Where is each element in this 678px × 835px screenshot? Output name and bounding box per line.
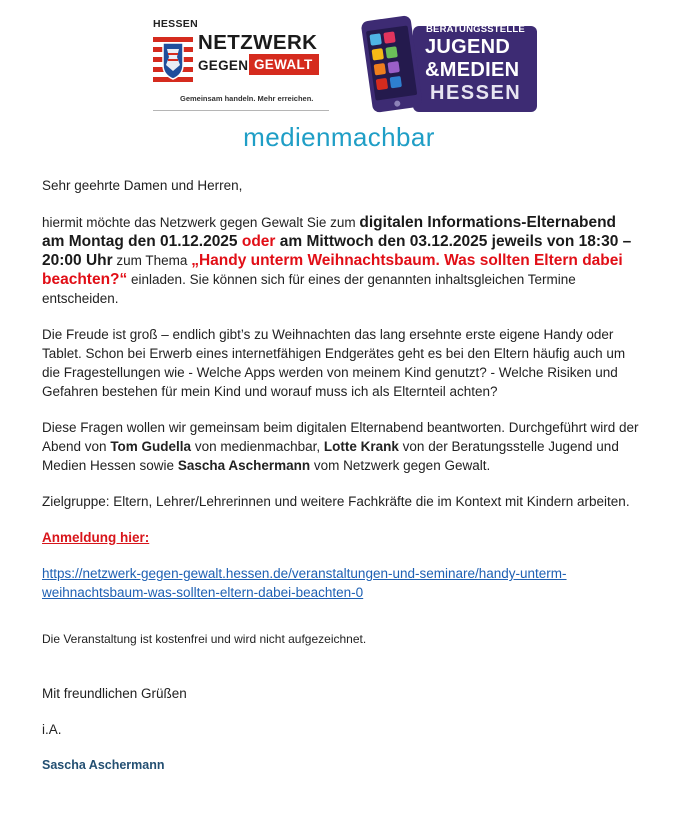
free-note: Die Veranstaltung ist kostenfrei und wird nicht aufgezeichnet. [42, 632, 367, 646]
logo-word-gegen: GEGEN [198, 58, 249, 73]
speaker-3: Sascha Aschermann [177, 458, 311, 473]
event-date-2: am Mittwoch den 03.12.2025 jeweils von 18:30 – 20:00 Uhr [42, 233, 632, 269]
event-date-1: digitalen Informations-Elternabend am Montag den 01.12.2025 [42, 214, 617, 250]
brand-title: medienmachbar [243, 122, 435, 152]
invitation-paragraph [42, 213, 642, 308]
on-behalf-note: i.A. [42, 722, 62, 737]
logo-title: NETZWERK [198, 31, 318, 54]
jm-line-beratungsstelle: BERATUNGSSTELLE [426, 24, 525, 35]
topic-prefix: zum Thema [112, 253, 192, 268]
speakers-text-1: Diese Fragen wollen wir gemeinsam beim digitalen Elternabend beantworten. Durchgeführt wird der Abend von [42, 420, 639, 454]
jm-line-medien: &MEDIEN [425, 59, 520, 81]
jm-line-jugend: JUGEND [425, 36, 511, 58]
intro-paragraph: Die Freude ist groß – endlich gibt’s zu Weihnachten das lang ersehnte erste eigene Handy oder Tablet. Schon bei Erwerb eines internetfähigen Endgerätes geht es bei den Eltern häufig auch um die Fragestellungen wie - Welche Apps werden von meinem Kind genutzt? - Welche Risiken und Gefahren bestehen für mein Kind und worauf muss ich als Elternteil achten? [42, 327, 626, 399]
registration-heading [42, 528, 642, 547]
speaker-2: Lotte Krank [323, 439, 399, 454]
target-audience: Zielgruppe: Eltern, Lehrer/Lehrerinnen und weitere Fachkräfte die im Kontext mit Kindern arbeiten. [42, 494, 630, 509]
signature-name: Sascha Aschermann [42, 758, 165, 772]
registration-label-link[interactable]: Anmeldung hier: [42, 530, 150, 545]
registration-url-link[interactable]: https://netzwerk-gegen-gewalt.hessen.de/veranstaltungen-und-seminare/handy-unterm-weihnachtsbaum-was-sollten-eltern-dabei-beachten-0 [42, 566, 567, 600]
event-or: oder [241, 233, 276, 250]
closing-regards: Mit freundlichen Grüßen [42, 686, 187, 701]
jm-line-hessen: HESSEN [430, 82, 522, 104]
registration-url-paragraph [42, 564, 642, 602]
logo-state-label: HESSEN [153, 18, 198, 30]
greeting: Sehr geehrte Damen und Herren, [42, 178, 243, 193]
invite-intro: hiermit möchte das Netzwerk gegen Gewalt Sie zum [42, 215, 360, 230]
logo-word-gewalt: GEWALT [249, 54, 319, 75]
speakers-paragraph [42, 418, 642, 475]
jugend-medien-logo [357, 14, 537, 114]
invite-outro: einladen. Sie können sich für eines der genannten inhaltsgleichen Termine entscheiden. [42, 272, 576, 306]
logo-slogan: Gemeinsam handeln. Mehr erreichen. [180, 94, 314, 103]
speaker-1: Tom Gudella [110, 439, 192, 454]
header-logos [0, 10, 678, 122]
netzwerk-gegen-gewalt-logo [150, 18, 332, 118]
event-topic: „Handy unterm Weihnachtsbaum. Was sollten Eltern dabei beachten?“ [42, 252, 623, 288]
logo-divider [153, 110, 329, 111]
speakers-text-2: von medienmachbar, [191, 439, 324, 454]
speakers-text-3: von der Beratungsstelle Jugend und Medien Hessen sowie [42, 439, 619, 473]
letter-body [42, 176, 642, 775]
speakers-text-4: vom Netzwerk gegen Gewalt. [310, 458, 491, 473]
hessen-crest-icon [153, 35, 193, 83]
